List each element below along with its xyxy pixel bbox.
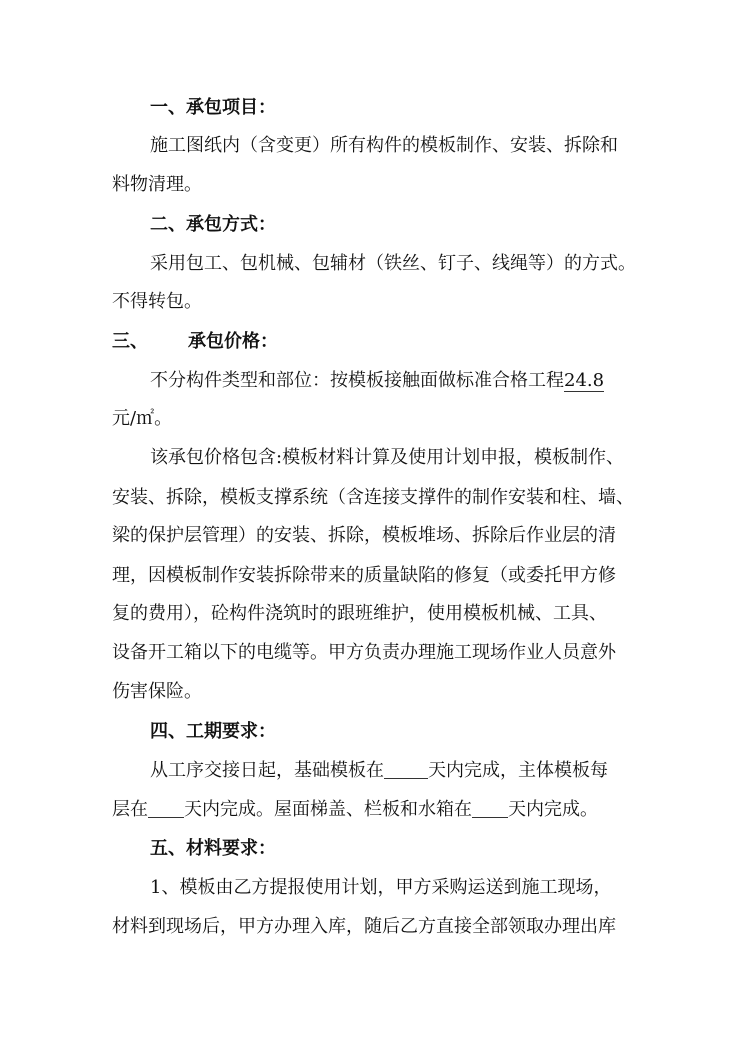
blank-floor-days[interactable] [148,799,184,818]
price-value: 24.8 [564,370,605,391]
section-1-line-1: 施工图纸内（含变更）所有构件的模板制作、安装、拆除和 [150,135,618,156]
section-5-line-1: 1、模板由乙方提报使用计划，甲方采购运送到施工现场， [150,877,612,898]
section-5-line-2: 材料到现场后，甲方办理入库，随后乙方直接全部领取办理出库 [112,916,616,937]
price-unit: 元/㎡。 [112,408,173,429]
price-line [150,369,670,393]
section-2-heading: 二、承包方式： [150,214,276,235]
section-5-heading: 五、材料要求： [150,838,276,859]
schedule-text-floor: 层在 [112,799,148,820]
section-3-line-4: 理，因模板制作安装拆除带来的质量缺陷的修复（或委托甲方修 [112,565,616,586]
section-2-line-2: 不得转包。 [112,291,202,312]
schedule-line-2 [112,798,632,822]
blank-foundation-days[interactable] [384,760,428,779]
section-3-line-7: 伤害保险。 [112,681,202,702]
section-3-number: 三、 [112,331,148,352]
section-4-heading: 四、工期要求： [150,721,276,742]
schedule-text-foundation: 从工序交接日起，基础模板在 [150,760,384,781]
section-3-line-6: 设备开工箱以下的电缆等。甲方负责办理施工现场作业人员意外 [112,642,616,663]
section-1-line-2: 料物清理。 [112,174,202,195]
schedule-text-roof: 天内完成。屋面梯盖、栏板和水箱在 [184,799,472,820]
section-2-line-1: 采用包工、包机械、包辅材（铁丝、钉子、线绳等）的方式。 [150,253,636,274]
blank-roof-days[interactable] [472,799,508,818]
section-3-line-3: 梁的保护层管理）的安装、拆除，模板堆场、拆除后作业层的清 [112,525,616,546]
schedule-line-1 [150,759,670,783]
section-3-line-5: 复的费用），砼构件浇筑时的跟班维护，使用模板机械、工具、 [112,603,607,624]
schedule-text-end: 天内完成。 [508,799,598,820]
section-3-heading: 承包价格： [188,331,278,352]
price-prefix: 不分构件类型和部位：按模板接触面做标准合格工程 [150,370,564,391]
schedule-text-main: 天内完成，主体模板每 [428,760,608,781]
section-1-heading: 一、承包项目： [150,97,276,118]
section-3-line-2: 安装、拆除，模板支撑系统（含连接支撑件的制作安装和柱、墙、 [112,487,634,508]
section-3-line-1: 该承包价格包含:模板材料计算及使用计划申报，模板制作、 [150,447,625,468]
